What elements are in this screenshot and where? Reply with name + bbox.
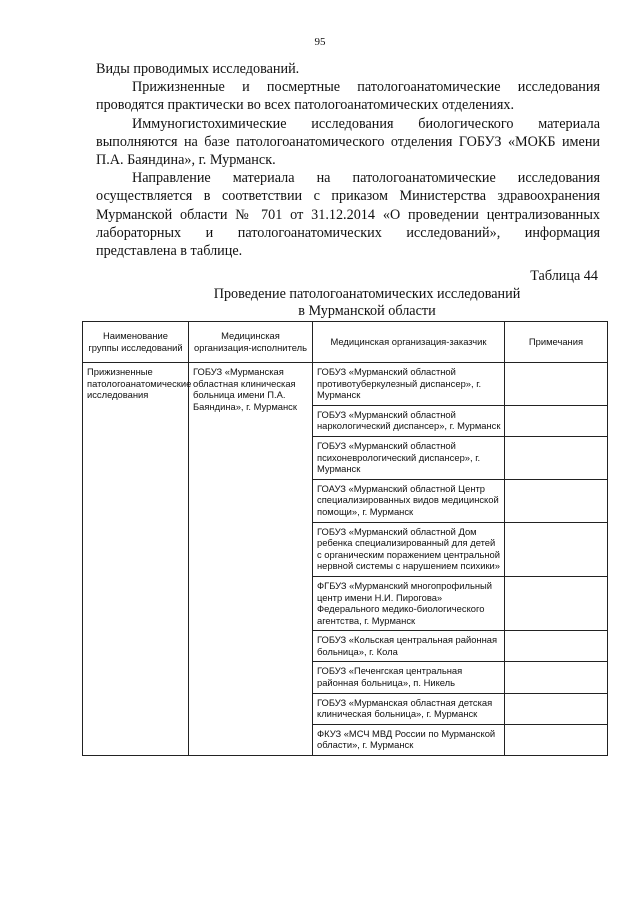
cell-notes (505, 662, 608, 693)
paragraph-4: Направление материала на патологоанатомические исследования осуществляется в соответствии с приказом Министерства здравоохранения Мурманской области № 701 от 31.12.2014 «О проведении централизованных лабораторных и патологоанатомических исследований», информация представлена в таблице. (96, 170, 600, 260)
table-row (83, 363, 608, 406)
cell-customer: ГОАУЗ «Мурманский областной Центр специализированных видов медицинской помощи», г. Мурманск (313, 479, 505, 522)
body-text (96, 60, 600, 260)
cell-notes (505, 479, 608, 522)
cell-customer: ГОБУЗ «Печенгская центральная районная больница», п. Никель (313, 662, 505, 693)
cell-customer: ГОБУЗ «Мурманский областной наркологический диспансер», г. Мурманск (313, 405, 505, 436)
cell-customer: ГОБУЗ «Кольская центральная районная больница», г. Кола (313, 631, 505, 662)
table-caption-line-2: в Мурманской области (298, 303, 436, 319)
cell-notes (505, 522, 608, 576)
paragraph-1: Виды проводимых исследований. (96, 61, 300, 77)
paragraph-3: Иммуногистохимические исследования биологического материала выполняются на базе патологоанатомического отделения ГОБУЗ «МОКБ имени П.А. Баяндина», г. Мурманск. (96, 115, 600, 169)
research-table (82, 321, 608, 756)
header-notes: Примечания (505, 322, 608, 363)
cell-notes (505, 693, 608, 724)
cell-customer: ФКУЗ «МСЧ МВД России по Мурманской области», г. Мурманск (313, 724, 505, 755)
cell-notes (505, 405, 608, 436)
cell-notes (505, 363, 608, 406)
cell-customer: ГОБУЗ «Мурманский областной противотуберкулезный диспансер», г. Мурманск (313, 363, 505, 406)
table-header-row (83, 322, 608, 363)
paragraph-2: Прижизненные и посмертные патологоанатомические исследования проводятся практически во всех патологоанатомических отделениях. (96, 79, 600, 114)
cell-customer: ГОБУЗ «Мурманский областной Дом ребенка специализированный для детей с органическим поражением центральной нервной системы с нарушением психики» (313, 522, 505, 576)
table-label: Таблица 44 (530, 268, 598, 284)
cell-notes (505, 576, 608, 630)
table-caption (0, 286, 640, 320)
cell-notes (505, 724, 608, 755)
cell-customer: ГОБУЗ «Мурманский областной психоневрологический диспансер», г. Мурманск (313, 436, 505, 479)
table-caption-line-1: Проведение патологоанатомических исследований (213, 286, 521, 302)
cell-group: Прижизненные патологоанатомические исследования (83, 363, 189, 756)
cell-customer: ФГБУЗ «Мурманский многопрофильный центр имени Н.И. Пирогова» Федерального медико-биологического агентства, г. Мурманск (313, 576, 505, 630)
header-executor: Медицинская организация-исполнитель (189, 322, 313, 363)
cell-customer: ГОБУЗ «Мурманская областная детская клиническая больница», г. Мурманск (313, 693, 505, 724)
header-group: Наименование группы исследований (83, 322, 189, 363)
page-number: 95 (314, 36, 326, 48)
cell-notes (505, 436, 608, 479)
header-customer: Медицинская организация-заказчик (313, 322, 505, 363)
cell-executor: ГОБУЗ «Мурманская областная клиническая больница имени П.А. Баяндина», г. Мурманск (189, 363, 313, 756)
cell-notes (505, 631, 608, 662)
